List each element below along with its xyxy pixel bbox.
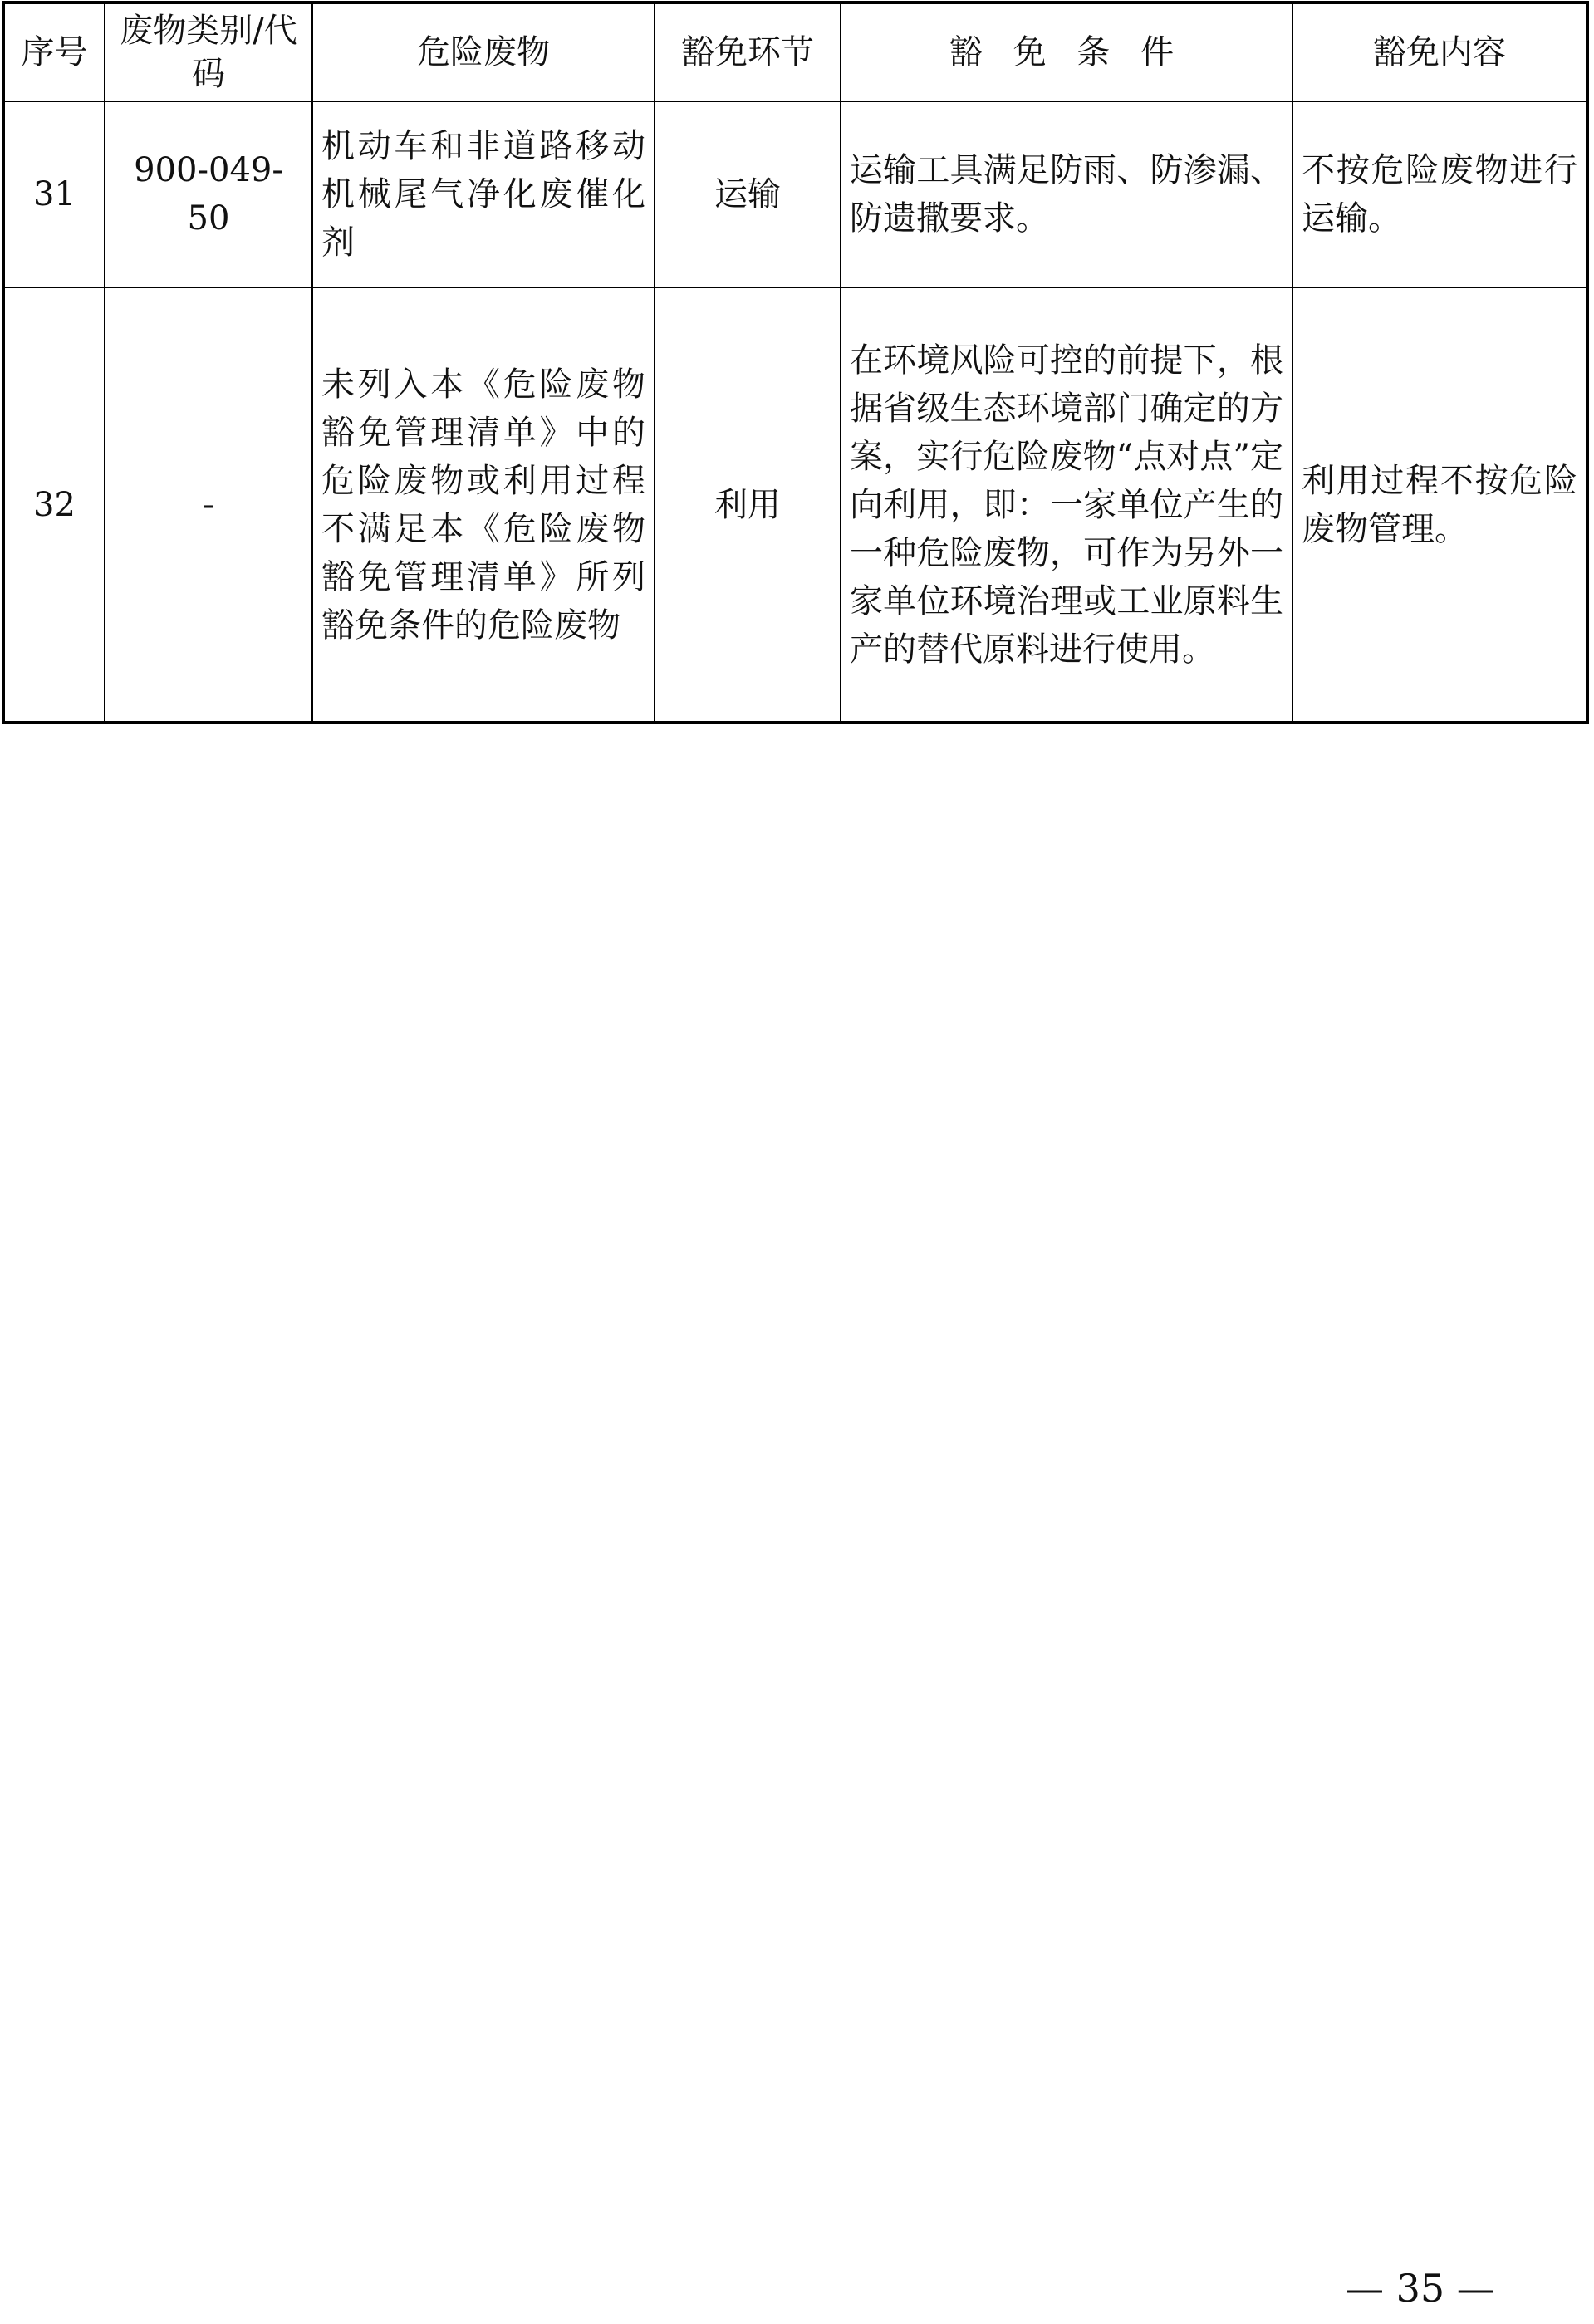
row-waste: 未列入本《危险废物豁免管理清单》中的危险废物或利用过程不满足本《危险废物豁免管理清单》所列豁免条件的危险废物 — [312, 287, 655, 723]
row-stage: 运输 — [655, 101, 841, 287]
row-code: 900-049-50 — [105, 101, 312, 287]
row-stage: 利用 — [655, 287, 841, 723]
row-content: 不按危险废物进行运输。 — [1292, 101, 1587, 287]
exemption-table — [2, 1, 1589, 724]
header-seq: 序号 — [3, 2, 105, 101]
table-row — [3, 287, 1587, 723]
header-hazardous-waste: 危险废物 — [312, 2, 655, 101]
header-exemption-condition: 豁 免 条 件 — [841, 2, 1292, 101]
row-seq: 31 — [3, 101, 105, 287]
row-seq: 32 — [3, 287, 105, 723]
page-number: — 35 — — [1346, 2266, 1495, 2311]
header-category-code: 废物类别/代码 — [105, 2, 312, 101]
row-condition: 在环境风险可控的前提下，根据省级生态环境部门确定的方案，实行危险废物“点对点”定向利用，即：一家单位产生的一种危险废物，可作为另外一家单位环境治理或工业原料生产的替代原料进行使用。 — [841, 287, 1292, 723]
header-exemption-content: 豁免内容 — [1292, 2, 1587, 101]
row-waste: 机动车和非道路移动机械尾气净化废催化剂 — [312, 101, 655, 287]
table-row — [3, 101, 1587, 287]
row-condition: 运输工具满足防雨、防渗漏、防遗撒要求。 — [841, 101, 1292, 287]
table-header-row — [3, 2, 1587, 101]
row-code: - — [105, 287, 312, 723]
row-content: 利用过程不按危险废物管理。 — [1292, 287, 1587, 723]
header-exemption-stage: 豁免环节 — [655, 2, 841, 101]
